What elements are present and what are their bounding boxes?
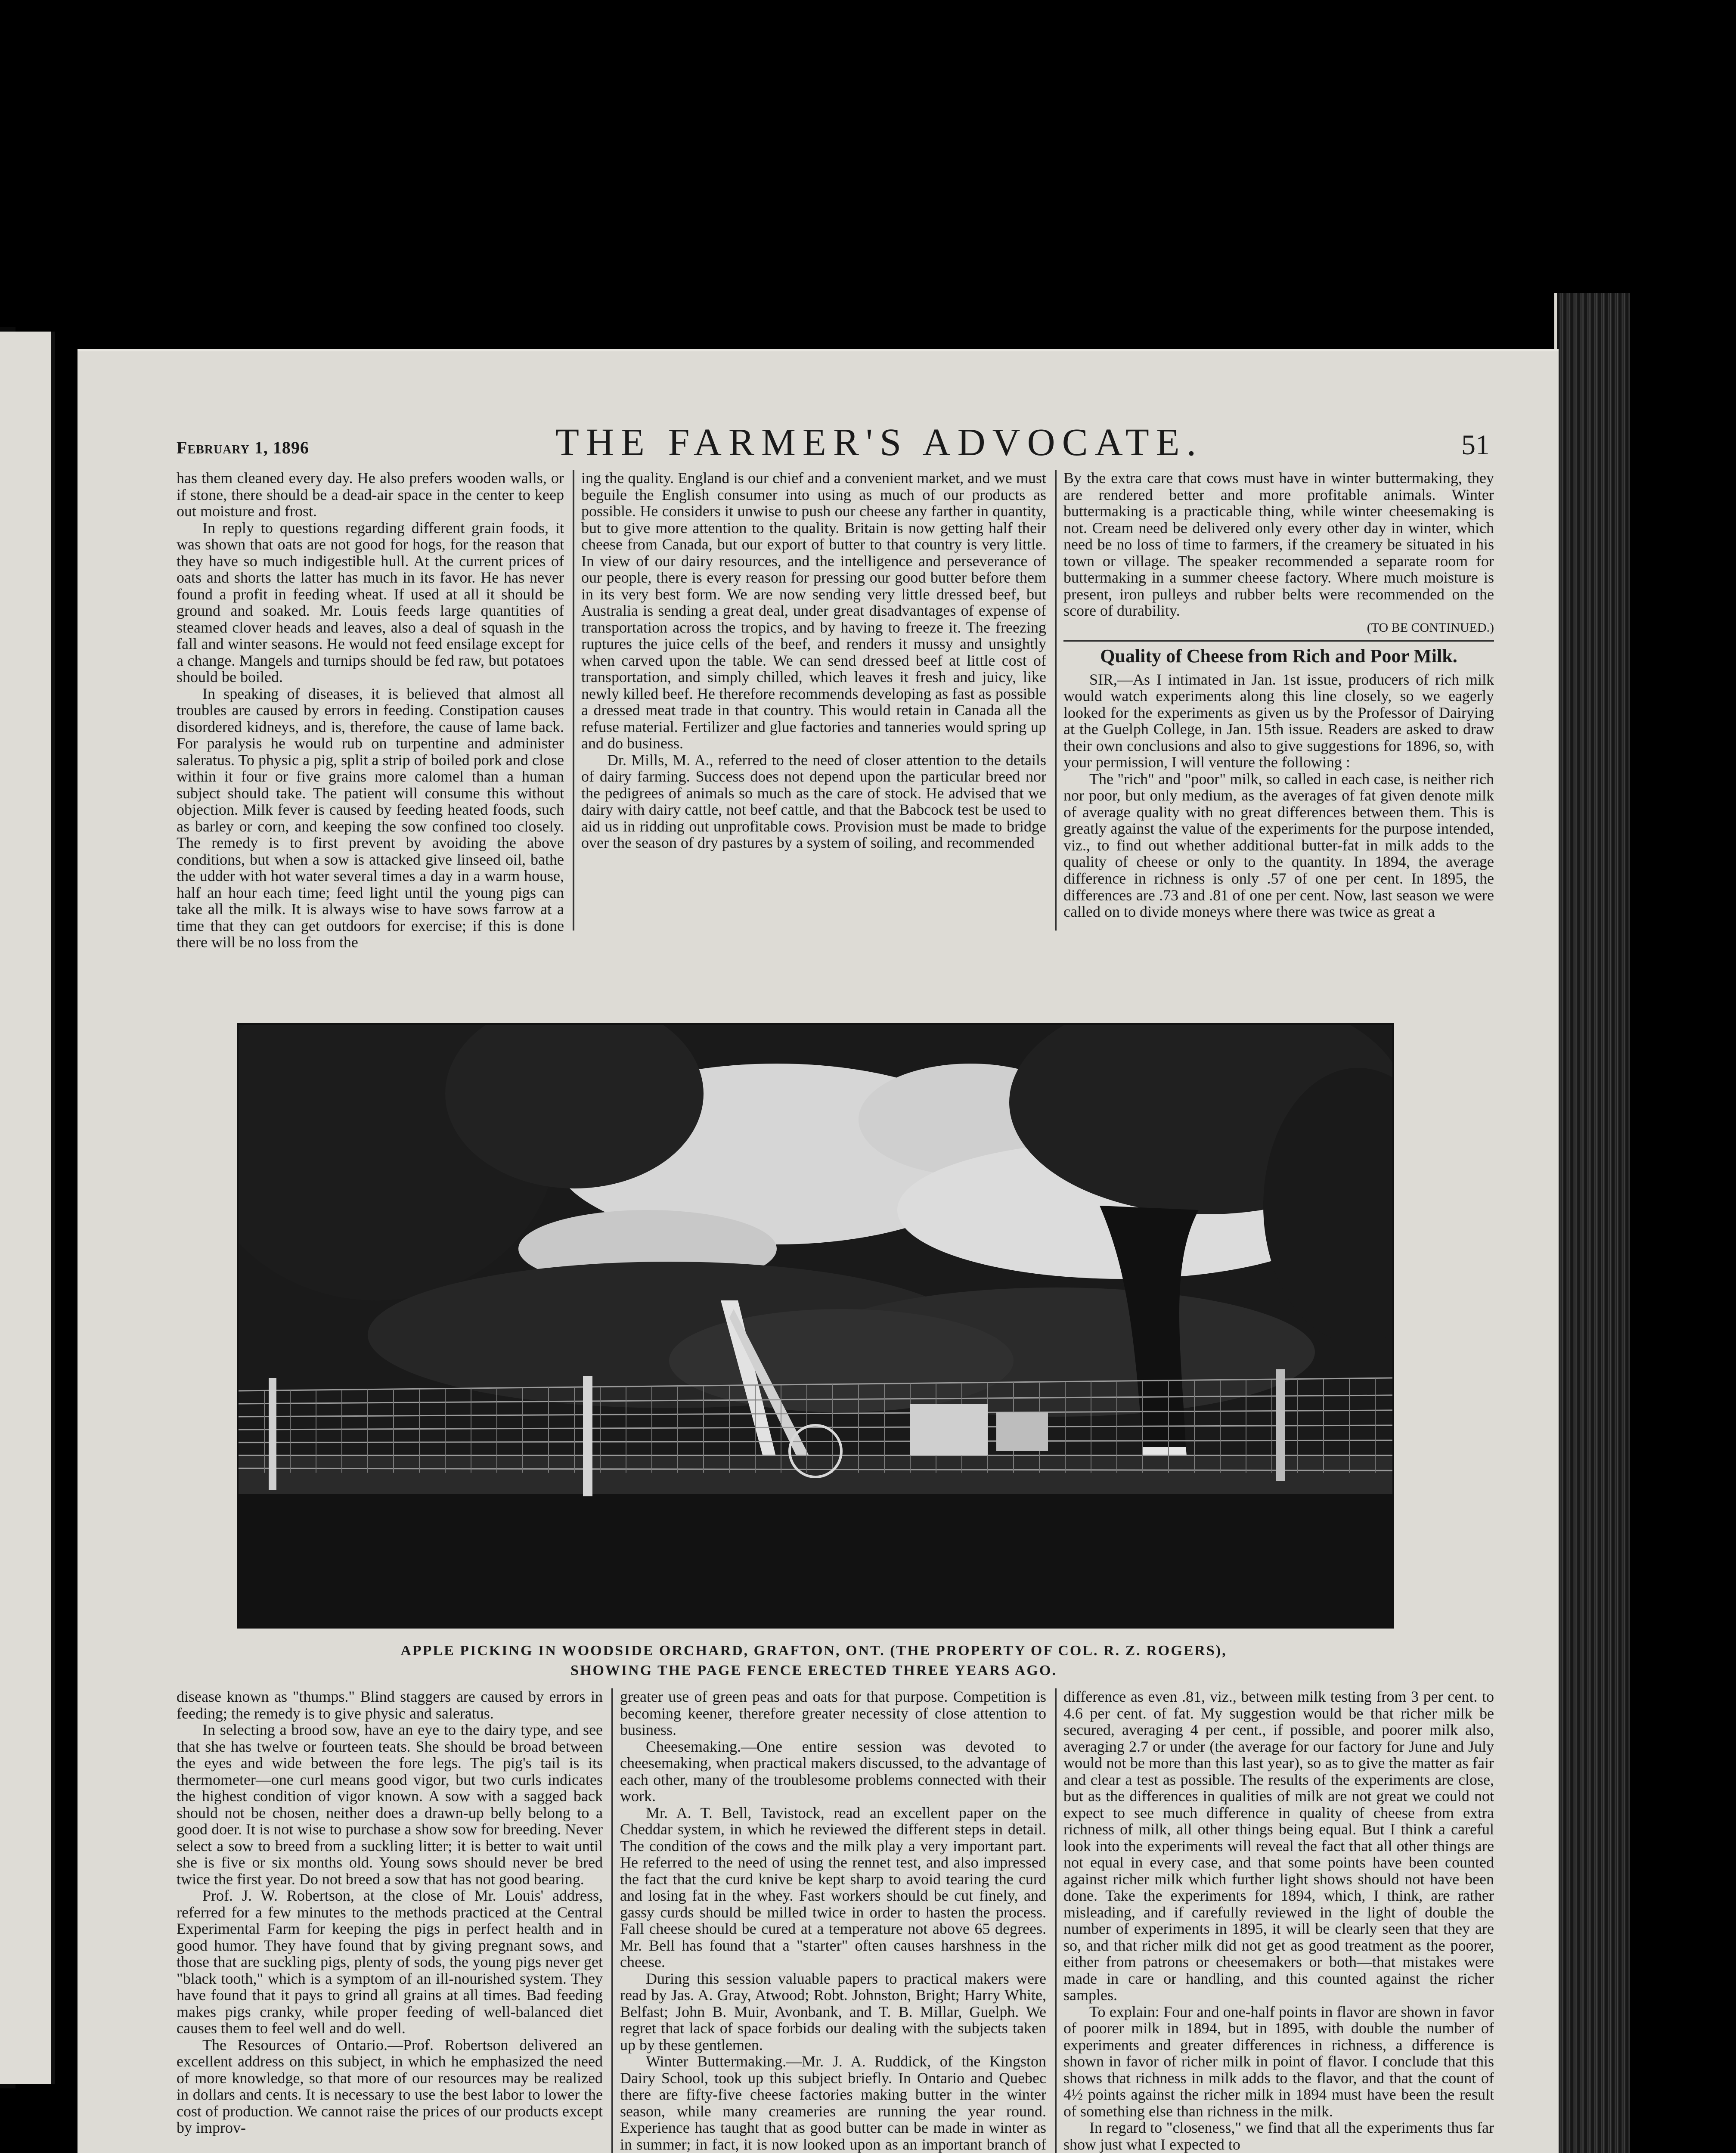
paragraph: Prof. J. W. Robertson, at the close of Mr. Louis' address, referred for a few minutes to the methods practiced at the Central Experimental Farm for keeping the pigs in perfect health and in good humor. They have found that by giving pregnant sows, and those that are suckling pigs, plenty of sods, the young pigs never get "black tooth," which is a symptom of an ill-nourished system. They have found that it pays to grind all grains at all times. Bad feeding makes pigs cranky, while proper feeding of well-balanced diet causes them to feel well and do well. (177, 1887, 603, 2037)
caption-line: SHOWING THE PAGE FENCE ERECTED THREE YEARS AGO. (570, 1662, 1057, 1678)
paragraph: In regard to "closeness," we find that all the experiments thus far show just what I expected to (1063, 2119, 1494, 2153)
running-head (177, 420, 1490, 472)
paragraph: disease known as "thumps." Blind staggers are caused by errors in feeding; the remedy is to give physic and saleratus. (177, 1688, 603, 1722)
paragraph: During this session valuable papers to practical makers were read by Jas. A. Gray, Atwood; Robt. Johnston, Bright; Harry White, Belfast; John B. Muir, Avonbank, and T. B. Millar, Guelph. We regret that lack of space forbids our dealing with the subjects taken up by these gentlemen. (620, 1970, 1046, 2054)
paragraph: In reply to questions regarding different grain foods, it was shown that oats are not good for hogs, for the reason that they have so much indigestible hull. At the current prices of oats and shorts the latter has much in its favor. He has never found a profit in feeding wheat. If used at all it should be ground and soaked. Mr. Louis feeds large quantities of steamed clover heads and leaves, also a deal of squash in the fall and winter seasons. He would not feed ensilage except for a change. Mangels and turnips should be fed raw, but potatoes should be boiled. (177, 519, 564, 686)
top-right-column (1063, 470, 1494, 920)
bottom-left-column (177, 1688, 603, 2136)
paragraph: In selecting a brood sow, have an eye to the dairy type, and see that she has twelve or fourteen teats. She should be broad between the eyes and wide between the fore legs. The pig's tail is its thermometer—one curl means good vigor, but two curls indicates the highest condition of vigor known. A sow with a sagged back should not be chosen, neither does a drawn-up belly belong to a good doer. It is not wise to purchase a show sow for breeding. Never select a sow to breed from a suckling litter; it is better to wait until she is five or six months old. Young sows should never be bred twice the first year. Do not breed a sow that has not good bearing. (177, 1721, 603, 1888)
caption-line: APPLE PICKING IN WOODSIDE ORCHARD, GRAFTON, ONT. (THE PROPERTY OF COL. R. Z. ROGERS), (400, 1643, 1227, 1659)
paragraph: Winter Buttermaking.—Mr. J. A. Ruddick, of the Kingston Dairy School, took up this subject briefly. In Ontario and Quebec there are fifty-five cheese factories making butter in the winter season, while many creameries are running the year round. Experience has taught that as good butter can be made in winter as in summer; in fact, it is now looked upon as an important branch of (620, 2053, 1046, 2153)
paragraph: greater use of green peas and oats for that purpose. Competition is becoming keener, therefore greater necessity of close attention to business. (620, 1688, 1046, 1739)
paragraph: The "rich" and "poor" milk, so called in each case, is neither rich nor poor, but only medium, as the averages of fat given denote milk of average quality with no great differences between them. This is greatly against the value of the experiments for the purpose intended, viz., to find out whether additional butter-fat in milk adds to the quality of cheese or only to the quantity. In 1894, the average difference in richness is only .57 of one per cent. In 1895, the differences are .73 and .81 of one per cent. Now, last season we were called on to divide moneys where there was twice as great a (1063, 770, 1494, 921)
column-rule (573, 470, 574, 931)
paragraph: SIR,—As I intimated in Jan. 1st issue, producers of rich milk would watch experiments along this line closely, so we eagerly looked for the experiments as given us by the Professor of Dairying at the Guelph College, in Jan. 15th issue. Readers are asked to draw their own conclusions and also to give suggestions for 1896, so, with your permission, I will venture the following : (1063, 670, 1494, 771)
paragraph: To explain: Four and one-half points in flavor are shown in favor of poorer milk in 1894, but in 1895, with double the number of experiments and greater differences in richness, a difference is shown in favor of richer milk in point of flavor. I conclude that this shows that richness in milk adds to the flavor, and that the count of 4½ points against the richer milk in 1894 must have been the result of something else than richness in the milk. (1063, 2003, 1494, 2120)
paragraph: Cheesemaking.—One entire session was devoted to cheesemaking, when practical makers discussed, to the advantage of each other, many of the troublesome problems connected with their work. (620, 1737, 1046, 1805)
photo-caption (280, 1641, 1348, 1681)
to-be-continued-note: (TO BE CONTINUED.) (1367, 620, 1494, 635)
top-left-column (177, 470, 564, 951)
paragraph: Mr. A. T. Bell, Tavistock, read an excellent paper on the Cheddar system, in which he reviewed the different steps in detail. The condition of the cows and the milk play a very important part. He referred to the need of using the rennet test, and also impressed the fact that the curd knive be kept sharp to avoid tearing the curd and losing fat in the whey. Fast workers should be cut finely, and gassy curds should be milled twice in order to hasten the process. Fall cheese should be cured at a temperature not above 65 degrees. Mr. Bell has found that a "starter" often causes harshness in the cheese. (620, 1804, 1046, 1971)
paragraph: ing the quality. England is our chief and a convenient market, and we must beguile the English consumer into using as much of our products as possible. He considers it unwise to push our cheese any farther in quantity, but to give more attention to the quality. Britain is now getting half their cheese from Canada, but our export of butter to that country is very little. In view of our dairy resources, and the intelligence and perseverance of our people, there is every reason for pressing our good butter before them in its very best form. We are now sending very little dressed beef, but Australia is sending a great deal, under great disadvantages of expense of transportation across the tropics, and by having to freeze it. The freezing ruptures the juice cells of the beef, and renders it mussy and unsightly when carved upon the table. We can send dressed beef at little cost of transportation, and simply chilled, which leaves it fresh and juicy, like newly killed beef. He therefore recommends developing as fast as possible a dressed meat trade in that country. This would retain in Canada all the refuse material. Fertilizer and glue factories and tanneries would spring up and do business. (581, 469, 1046, 752)
column-rule (611, 1688, 613, 2153)
column-rule (1055, 470, 1057, 931)
top-middle-column (581, 470, 1046, 851)
bottom-middle-column (620, 1688, 1046, 2153)
paragraph: Dr. Mills, M. A., referred to the need of closer attention to the details of dairy farming. Success does not depend upon the particular breed nor the pedigrees of animals so much as the care of stock. He advised that we dairy with dairy cattle, not beef cattle, and that the Babcock test be used to aid us in ridding out unprofitable cows. Provision must be made to bridge over the season of dry pastures by a system of soiling, and recommended (581, 751, 1046, 852)
masthead-title: THE FARMER'S ADVOCATE. (555, 421, 1203, 464)
paragraph: The Resources of Ontario.—Prof. Robertson delivered an excellent address on this subject, in which he emphasized the need of more knowledge, so that more of our resources may be realized in dollars and cents. It is necessary to use the best labor to lower the cost of production. We cannot raise the prices of our products except by improv- (177, 2036, 603, 2137)
column-rule (1055, 1688, 1057, 2153)
paragraph: difference as even .81, viz., between milk testing from 3 per cent. to 4.6 per cent. of fat. My suggestion would be that richer milk be secured, averaging 4 per cent., if possible, and poorer milk also, averaging 2.7 or under (the average for our factory for June and July would not be more than this last year), so as to give the matter as fair and clear a test as possible. The results of the experiments are close, but as the differences in qualities of milk are not great we could not expect to see much difference in quality of cheese from extra richness of milk, all other things being equal. But I think a careful look into the experiments will reveal the fact that all other things are not equal in every case, and that some points have been counted against richer milk which further light shows should not have been done. Take the experiments for 1894, which, I think, are rather misleading, and if carefully reviewed in the light of double the number of experiments in 1895, it will be clearly seen that they are so, and that richer milk did not get as good treatment as the poorer, either from patrons or cheesemakers or both—that mistakes were made in care or handling, and this counted against the richer samples. (1063, 1688, 1494, 2004)
page-number: 51 (1461, 429, 1490, 461)
adjacent-page-sliver (0, 332, 55, 2084)
orchard-photograph (237, 1023, 1394, 1629)
paragraph: In speaking of diseases, it is believed that almost all troubles are caused by errors in feeding. Constipation causes disordered kidneys, and is, therefore, the cause of lame back. For paralysis he would rub on turpentine and administer saleratus. To physic a pig, split a strip of boiled pork and close within it four or five grains more calomel than a human subject should take. The patient will consume this without objection. Milk fever is caused by feeding heated foods, such as barley or corn, and keeping the sow confined too closely. The remedy is to first prevent by avoiding the above conditions, but when a sow is attacked give linseed oil, bathe the udder with hot water several times a day in a warm house, half an hour each time; feed light until the young pigs can take all the milk. It is always wise to have sows farrow at a time that they can get outdoors for exercise; if this is done there will be no loss from the (177, 685, 564, 951)
issue-date: February 1, 1896 (177, 438, 309, 457)
paragraph: has them cleaned every day. He also prefers wooden walls, or if stone, there should be a dead-air space in the center to keep out moisture and frost. (177, 469, 564, 520)
bottom-right-column (1063, 1688, 1494, 2153)
newspaper-page (78, 349, 1559, 2153)
paragraph: By the extra care that cows must have in winter buttermaking, they are rendered better and more profitable animals. Winter buttermaking is a practicable thing, while winter cheesemaking is not. Cream need be delivered only every other day in winter, which need be no loss of time to farmers, if the creamery be situated in his town or village. The speaker recommended a separate room for buttermaking in a summer cheese factory. Where much moisture is present, iron pulleys and rubber belts were recommended on the score of durability. (1063, 469, 1494, 620)
article-headline: Quality of Cheese from Rich and Poor Milk. (1063, 640, 1494, 666)
book-page-edges (1554, 293, 1630, 2153)
